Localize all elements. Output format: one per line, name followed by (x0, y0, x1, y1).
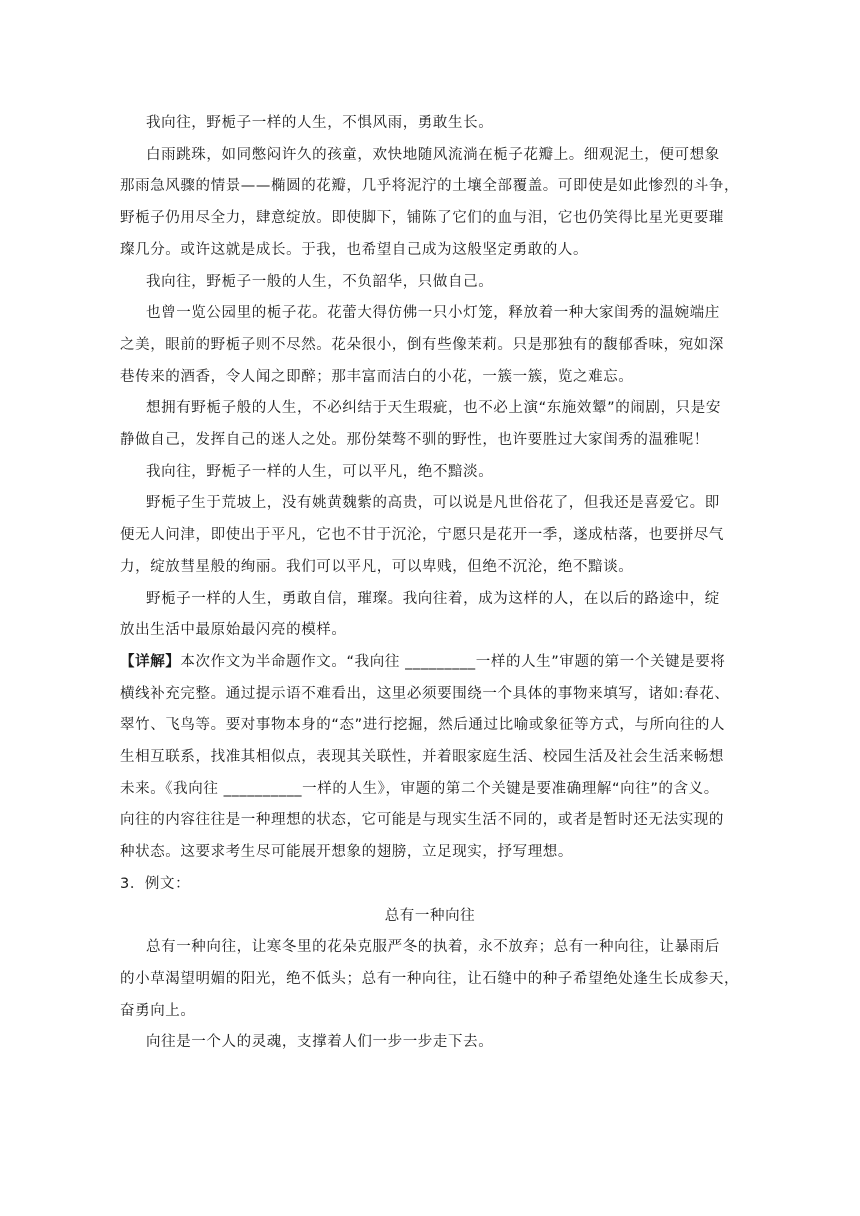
text-line: 向往是一个人的灵魂，支撑着人们一步一步走下去。 (146, 1034, 494, 1051)
text-line: 静做自己，发挥自己的迷人之处。那份桀骜不驯的野性，也许要胜过大家闺秀的温雅呢！ (120, 432, 709, 448)
text-line: 巷传来的酒香，令人闻之即醉；那丰富而洁白的小花，一簇一簇，览之难忘。 (120, 368, 634, 385)
text-line: 璨几分。或许这就是成长。于我，也希望自己成为这般坚定勇敢的人。 (120, 241, 589, 258)
text-line: 3．例文： (120, 875, 191, 892)
text-line: 之美，眼前的野栀子则不尽然。花朵很小，倒有些像茉莉。只是那独有的馥郁香味，宛如深 (120, 336, 724, 353)
text-line: 我向往，野栀子一样的人生，不惧风雨，勇敢生长。 (146, 115, 494, 131)
text-line (120, 646, 740, 678)
text-line: 我向往，野栀子一样的人生，可以平凡，绝不黯淡。 (146, 463, 494, 480)
text-line: 便无人问津，即使出于平凡，它也不甘于沉沦，宁愿只是花开一季，遂成枯落，也要拼尽气 (120, 527, 724, 544)
essay-title: 总有一种向往 (384, 907, 476, 924)
text-line: 想拥有野栀子般的人生，不必纠结于天生瑕疵，也不必上演“东施效颦”的闹剧，只是安 (146, 400, 721, 417)
text-line: 野栀子一样的人生，勇敢自信，璀璨。我向往着，成为这样的人，在以后的路途中，绽 (146, 590, 720, 607)
text-line: 野栀子生于荒坡上，没有姚黄魏紫的高贵，可以说是凡世俗花了，但我还是喜爱它。即 (146, 495, 720, 512)
text-line: 力，绽放彗星般的绚丽。我们可以平凡，可以卑贱，但绝不沉沦，绝不黯谈。 (120, 558, 634, 575)
text-line: 奋勇向上。 (120, 1002, 196, 1019)
text-line: 横线补充完整。通过提示语不难看出，这里必须要围绕一个具体的事物来填写，诸如:春花、 (120, 685, 730, 702)
text-line: 总有一种向往，让寒冬里的花朵克服严冬的执着，永不放弃；总有一种向往，让暴雨后 (146, 939, 720, 956)
text-line: 也曾一览公园里的栀子花。花蕾大得仿佛一只小灯笼，释放着一种大家闺秀的温婉端庄 (146, 305, 720, 322)
text-line: 未来。《我向往 __________一样的人生》，审题的第二个关键是要准确理解“向往”的含义。 (120, 780, 719, 797)
text-line: 白雨跳珠，如同憋闷许久的孩童，欢快地随风流淌在栀子花瓣上。细观泥土，便可想象 (146, 146, 720, 163)
label-prefix: 【详解】 (120, 653, 181, 670)
text-line: 种状态。这要求考生尽可能展开想象的翅膀，立足现实，抒写理想。 (120, 844, 573, 861)
text-line: 生相互联系，找准其相似点，表现其关联性，并着眼家庭生活、校园生活及社会生活来畅想 (120, 749, 724, 765)
text-line: 的小草渴望明媚的阳光，绝不低头；总有一种向往，让石缝中的种子希望绝处逢生长成参天， (120, 970, 740, 987)
text-line: 放出生活中最原始最闪亮的模样。 (120, 622, 347, 639)
text-line: 向往的内容往往是一种理想的状态，它可能是与现实生活不同的，或者是暂时还无法实现的 (120, 812, 724, 829)
text-line: 我向往，野栀子一般的人生，不负韶华，只做自己。 (146, 273, 494, 290)
text-rest: 本次作文为半命题作文。“我向往 _________一样的人生”审题的第一个关键是要将 (180, 653, 726, 670)
text-line: 那雨急风骤的情景——椭圆的花瓣，几乎将泥泞的土壤全部覆盖。可即使是如此惨烈的斗争， (120, 178, 740, 195)
text-line: 翠竹、飞鸟等。要对事物本身的“态”进行挖掘，然后通过比喻或象征等方式，与所向往的人 (120, 717, 726, 734)
text-line: 野栀子仍用尽全力，肆意绽放。即使脚下，铺陈了它们的血与泪，它也仍笑得比星光更要璀 (120, 210, 724, 227)
